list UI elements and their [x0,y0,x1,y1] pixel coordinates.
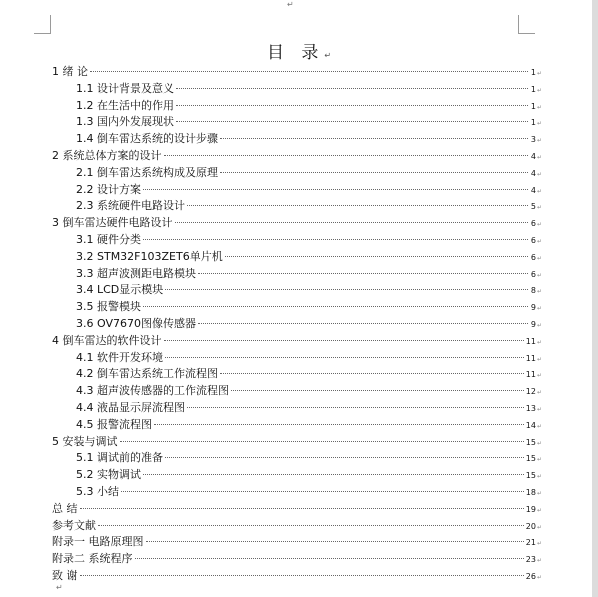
toc-entry-page-number: 19 ↵ [526,502,542,520]
toc-entry[interactable] [52,333,542,350]
toc-entry[interactable] [52,182,542,199]
toc-entry[interactable] [52,114,542,131]
toc-entry-label: 3.3 超声波测距电路模块 [76,266,196,280]
toc-entry-label: 致 谢 [52,568,78,582]
toc-entry[interactable] [52,518,542,535]
page-edge-shadow [592,0,598,597]
toc-entry-label: 5.2 实物调试 [76,468,141,482]
toc-entry-label: 3 倒车雷达硬件电路设计 [52,216,173,230]
toc-leader-dots [164,340,524,341]
title-paragraph-mark: ↵ [324,51,332,60]
toc-entry-label: 4.3 超声波传感器的工作流程图 [76,384,229,398]
toc-leader-dots [164,155,529,156]
toc-entry-page-number: 26 ↵ [526,569,542,587]
toc-entry-page-number: 6 ↵ [530,250,542,268]
toc-entry-page-number: 1 ↵ [530,65,542,83]
toc-entry-label: 5.1 调试前的准备 [76,451,163,465]
toc-entry[interactable] [52,316,542,333]
toc-entry[interactable] [52,534,542,551]
toc-entry-page-number: 1 ↵ [530,115,542,133]
toc-entry[interactable] [52,282,542,299]
toc-entry-page-number: 6 ↵ [530,216,542,234]
toc-entry-page-number: 15 ↵ [526,451,542,469]
toc-entry-label: 4.5 报警流程图 [76,417,152,431]
toc-entry-page-number: 9 ↵ [530,317,542,335]
toc-leader-dots [135,558,524,559]
toc-entry[interactable] [52,266,542,283]
toc-leader-dots [176,121,528,122]
toc-entry-label: 1.1 设计背景及意义 [76,81,174,95]
toc-leader-dots [143,239,528,240]
toc-leader-dots [121,491,524,492]
toc-entry[interactable] [52,383,542,400]
toc-entry-page-number: 14 ↵ [526,418,542,436]
toc-entry[interactable] [52,417,542,434]
toc-entry-label: 4.4 液晶显示屏流程图 [76,400,185,414]
toc-leader-dots [198,273,528,274]
toc-leader-dots [187,407,524,408]
toc-leader-dots [80,508,524,509]
toc-entry-page-number: 1 ↵ [530,99,542,117]
toc-leader-dots [154,424,524,425]
toc-entry-label: 1 绪 论 [52,65,88,78]
toc-entry-label: 附录一 电路原理图 [52,535,144,549]
toc-entry-label: 3.6 OV7670图像传感器 [76,316,196,330]
toc-entry[interactable] [52,131,542,148]
header-paragraph-mark: ↵ [287,0,294,9]
toc-entry-label: 2.2 设计方案 [76,182,141,196]
toc-entry-label: 3.2 STM32F103ZET6单片机 [76,249,223,263]
toc-entry-label: 5.3 小结 [76,484,119,498]
toc-leader-dots [165,457,524,458]
toc-entry-page-number: 11 ↵ [526,367,542,385]
toc-leader-dots [176,88,528,89]
toc-leader-dots [220,373,524,374]
toc-entry[interactable] [52,299,542,316]
toc-entry-label: 3.1 硬件分类 [76,232,141,246]
toc-leader-dots [80,575,524,576]
table-of-contents [52,64,542,585]
toc-entry-label: 2.3 系统硬件电路设计 [76,199,185,213]
toc-leader-dots [187,205,528,206]
toc-entry-page-number: 8 ↵ [530,283,542,301]
toc-leader-dots [231,390,524,391]
toc-entry-page-number: 6 ↵ [530,233,542,251]
toc-entry-page-number: 18 ↵ [526,485,542,503]
toc-entry[interactable] [52,215,542,232]
toc-entry[interactable] [52,198,542,215]
toc-leader-dots [165,357,524,358]
toc-entry[interactable] [52,366,542,383]
toc-entry-label: 1.2 在生活中的作用 [76,98,174,112]
toc-entry[interactable] [52,450,542,467]
toc-entry-page-number: 9 ↵ [530,300,542,318]
crop-mark-top-left [34,15,51,34]
toc-entry-page-number: 1 ↵ [530,82,542,100]
toc-entry[interactable] [52,484,542,501]
toc-entry-page-number: 5 ↵ [530,199,542,217]
toc-leader-dots [198,323,528,324]
toc-entry-page-number: 13 ↵ [526,401,542,419]
toc-entry[interactable] [52,551,542,568]
toc-entry-page-number: 4 ↵ [530,183,542,201]
toc-entry[interactable] [52,165,542,182]
toc-leader-dots [175,222,529,223]
toc-entry[interactable] [52,81,542,98]
toc-entry-page-number: 21 ↵ [526,535,542,553]
toc-entry-label: 总 结 [52,501,78,515]
toc-leader-dots [165,289,528,290]
crop-mark-top-right [518,15,535,34]
toc-leader-dots [98,525,524,526]
toc-entry[interactable] [52,568,542,585]
toc-entry-label: 附录二 系统程序 [52,552,133,566]
toc-entry[interactable] [52,64,542,81]
toc-entry-page-number: 12 ↵ [526,384,542,402]
toc-leader-dots [90,71,528,72]
toc-entry-page-number: 4 ↵ [530,149,542,167]
toc-title-text: 目 录 [266,43,325,63]
footer-paragraph-mark: ↵ [56,583,63,592]
toc-entry-label: 3.4 LCD显示模块 [76,283,164,297]
toc-title [0,38,598,63]
toc-entry-label: 5 安装与调试 [52,434,118,448]
toc-entry[interactable] [52,350,542,367]
toc-entry[interactable] [52,249,542,266]
toc-leader-dots [225,256,528,257]
toc-entry-label: 参考文献 [52,518,96,532]
toc-leader-dots [120,441,524,442]
toc-entry[interactable] [52,434,542,451]
toc-entry-page-number: 11 ↵ [526,334,542,352]
toc-entry-page-number: 15 ↵ [526,435,542,453]
toc-entry-page-number: 11 ↵ [526,351,542,369]
toc-leader-dots [176,105,528,106]
toc-entry[interactable] [52,148,542,165]
toc-entry-label: 3.5 报警模块 [76,300,141,314]
toc-entry-label: 4 倒车雷达的软件设计 [52,333,162,347]
toc-entry[interactable] [52,232,542,249]
toc-entry-label: 2.1 倒车雷达系统构成及原理 [76,165,218,179]
toc-entry-label: 1.4 倒车雷达系统的设计步骤 [76,132,218,146]
toc-entry-page-number: 6 ↵ [530,267,542,285]
toc-entry-page-number: 4 ↵ [530,166,542,184]
toc-leader-dots [146,541,524,542]
toc-entry[interactable] [52,501,542,518]
toc-leader-dots [143,189,528,190]
toc-entry-page-number: 23 ↵ [526,552,542,570]
toc-entry[interactable] [52,98,542,115]
toc-entry-page-number: 15 ↵ [526,468,542,486]
toc-entry[interactable] [52,467,542,484]
toc-entry-page-number: 20 ↵ [526,519,542,537]
toc-entry[interactable] [52,400,542,417]
toc-leader-dots [220,138,528,139]
toc-entry-label: 4.2 倒车雷达系统工作流程图 [76,367,218,381]
toc-leader-dots [143,474,524,475]
toc-entry-label: 2 系统总体方案的设计 [52,148,162,162]
toc-entry-page-number: 3 ↵ [530,132,542,150]
toc-leader-dots [143,306,528,307]
toc-entry-label: 1.3 国内外发展现状 [76,115,174,129]
toc-entry-label: 4.1 软件开发环境 [76,350,163,364]
toc-leader-dots [220,172,528,173]
